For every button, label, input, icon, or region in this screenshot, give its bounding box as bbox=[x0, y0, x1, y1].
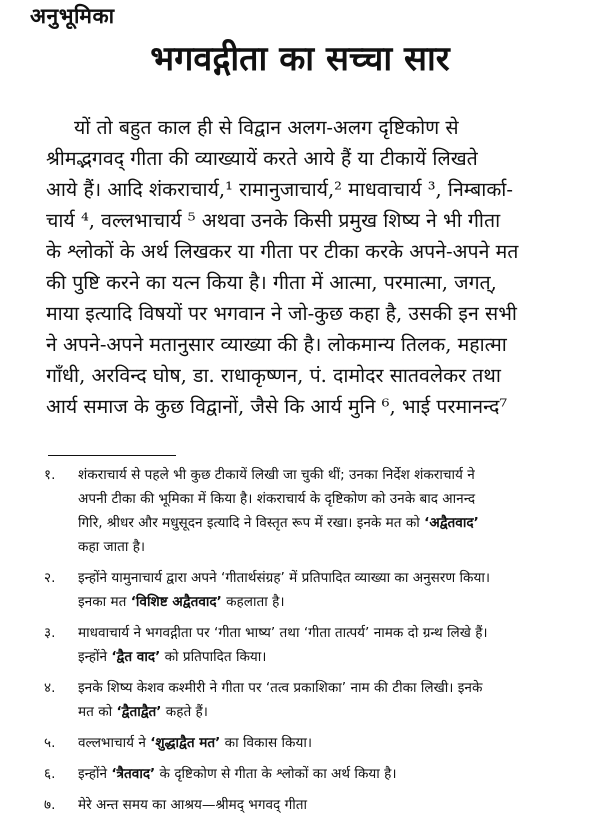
body-line: आये हैं। आदि शंकराचार्य,¹ रामानुजाचार्य,² माधवाचार्य ³, निम्बार्का- bbox=[46, 178, 513, 201]
footnote-term: ‘द्वैत वाद’ bbox=[111, 649, 161, 665]
footnote-line bbox=[78, 793, 574, 817]
footnote-segment: कहा जाता है। bbox=[78, 539, 146, 555]
footnote-segment: मेरे अन्त समय का आश्रय—श्रीमद् भगवद् गीता bbox=[78, 797, 308, 813]
footnote-text bbox=[78, 621, 574, 669]
footnote-number: २. bbox=[44, 570, 56, 586]
footnote-line bbox=[78, 535, 574, 559]
footnote-segment: माधवाचार्य ने भगवद्गीता पर ‘गीता भाष्य’ तथा ‘गीता तात्पर्य’ नामक दो ग्रन्थ लिखे हैं। bbox=[78, 625, 488, 641]
footnote-number: ६. bbox=[44, 766, 56, 782]
footnote-line bbox=[78, 700, 574, 724]
footnote-item bbox=[44, 463, 574, 559]
footnote-segment: मत को bbox=[78, 704, 117, 720]
footnote-segment: शंकराचार्य से पहले भी कुछ टीकायें लिखी जा चुकी थीं; उनका निर्देश शंकराचार्य ने bbox=[78, 467, 475, 483]
footnote-item bbox=[44, 621, 574, 669]
footnote-number: ३. bbox=[44, 625, 56, 641]
footnote-item bbox=[44, 793, 574, 817]
footnote-segment: इन्होंने यामुनाचार्य द्वारा अपने ‘गीतार्थसंग्रह’ में प्रतिपादित व्याख्या का अनुसरण किया। bbox=[78, 570, 491, 586]
footnote-segment: इन्होंने bbox=[78, 766, 112, 782]
footnote-term: ‘विशिष्ट अद्वैतवाद’ bbox=[130, 594, 222, 610]
footnote-segment: कहते हैं। bbox=[161, 704, 208, 720]
footnote-segment: के दृष्टिकोण से गीता के श्लोकों का अर्थ किया है। bbox=[155, 766, 397, 782]
footnote-term: ‘त्रैतवाद’ bbox=[111, 766, 156, 782]
footnote-segment: को प्रतिपादित किया। bbox=[160, 649, 267, 665]
footnote-line bbox=[78, 645, 574, 669]
footnote-number: ५. bbox=[44, 735, 56, 751]
footnote-segment: अपनी टीका की भूमिका में किया है। शंकराचार्य के दृष्टिकोण को उनके बाद आनन्द bbox=[78, 491, 476, 507]
footnote-line bbox=[78, 621, 574, 645]
footnote-item bbox=[44, 731, 574, 755]
footnote-segment: इनका मत bbox=[78, 594, 131, 610]
body-line: की पुष्टि करने का यत्न किया है। गीता में आत्मा, परमात्मा, जगत्, bbox=[46, 271, 497, 294]
footnote-text bbox=[78, 566, 574, 614]
footnote-text bbox=[78, 731, 574, 755]
footnote-line bbox=[78, 676, 574, 700]
footnote-line bbox=[78, 566, 574, 590]
footnote-line bbox=[78, 511, 574, 535]
body-line: चार्य ⁴, वल्लभाचार्य ⁵ अथवा उनके किसी प्रमुख शिष्य ने भी गीता bbox=[46, 209, 501, 232]
footnote-text bbox=[78, 463, 574, 559]
body-line: आर्य समाज के कुछ विद्वानों, जैसे कि आर्य मुनि ⁶, भाई परमानन्द⁷ bbox=[46, 395, 508, 418]
footnote-segment: इन्होंने bbox=[78, 649, 112, 665]
footnote-line bbox=[78, 463, 574, 487]
footnote-line bbox=[78, 731, 574, 755]
footnote-item bbox=[44, 676, 574, 724]
footnote-line bbox=[78, 590, 574, 614]
footnote-segment: का विकास किया। bbox=[220, 735, 313, 751]
body-line: के श्लोकों के अर्थ लिखकर या गीता पर टीका करके अपने-अपने मत bbox=[46, 240, 519, 263]
body-line: श्रीमद्भगवद् गीता की व्याख्यायें करते आये हैं या टीकायें लिखते bbox=[46, 147, 478, 170]
section-label: अनुभूमिका bbox=[30, 4, 115, 28]
footnote-segment: वल्लभाचार्य ने bbox=[78, 735, 151, 751]
footnote-term: ‘द्वैताद्वैत’ bbox=[116, 704, 162, 720]
footnote-line bbox=[78, 487, 574, 511]
body-line: माया इत्यादि विषयों पर भगवान ने जो-कुछ कहा है, उसकी इन सभी bbox=[46, 302, 517, 325]
footnote-term: ‘शुद्धाद्वैत मत’ bbox=[150, 735, 221, 751]
footnote-line bbox=[78, 762, 574, 786]
footnote-divider bbox=[48, 455, 176, 456]
body-line: ने अपने-अपने मतानुसार व्याख्या की है। लोकमान्य तिलक, महात्मा bbox=[46, 333, 507, 356]
footnote-segment: गिरि, श्रीधर और मधुसूदन इत्यादि ने विस्तृत रूप में रखा। इनके मत को bbox=[78, 515, 425, 531]
footnote-number: ४. bbox=[44, 680, 56, 696]
footnote-text bbox=[78, 676, 574, 724]
footnote-item bbox=[44, 762, 574, 786]
footnote-segment: इनके शिष्य केशव कश्मीरी ने गीता पर ‘तत्व प्रकाशिका’ नाम की टीका लिखी। इनके bbox=[78, 680, 483, 696]
footnote-text bbox=[78, 793, 574, 817]
body-paragraph bbox=[46, 112, 566, 422]
footnotes-list bbox=[44, 463, 574, 824]
body-line: यों तो बहुत काल ही से विद्वान अलग-अलग दृष्टिकोण से bbox=[74, 116, 459, 139]
page-title: भगवद्गीता का सच्चा सार bbox=[150, 39, 450, 79]
footnote-segment: कहलाता है। bbox=[221, 594, 285, 610]
body-line: गाँधी, अरविन्द घोष, डा. राधाकृष्णन, पं. दामोदर सातवलेकर तथा bbox=[46, 364, 501, 387]
footnote-number: ७. bbox=[44, 797, 56, 813]
footnote-text bbox=[78, 762, 574, 786]
footnote-number: १. bbox=[44, 467, 56, 483]
footnote-term: ‘अद्वैतवाद’ bbox=[424, 515, 479, 531]
footnote-item bbox=[44, 566, 574, 614]
